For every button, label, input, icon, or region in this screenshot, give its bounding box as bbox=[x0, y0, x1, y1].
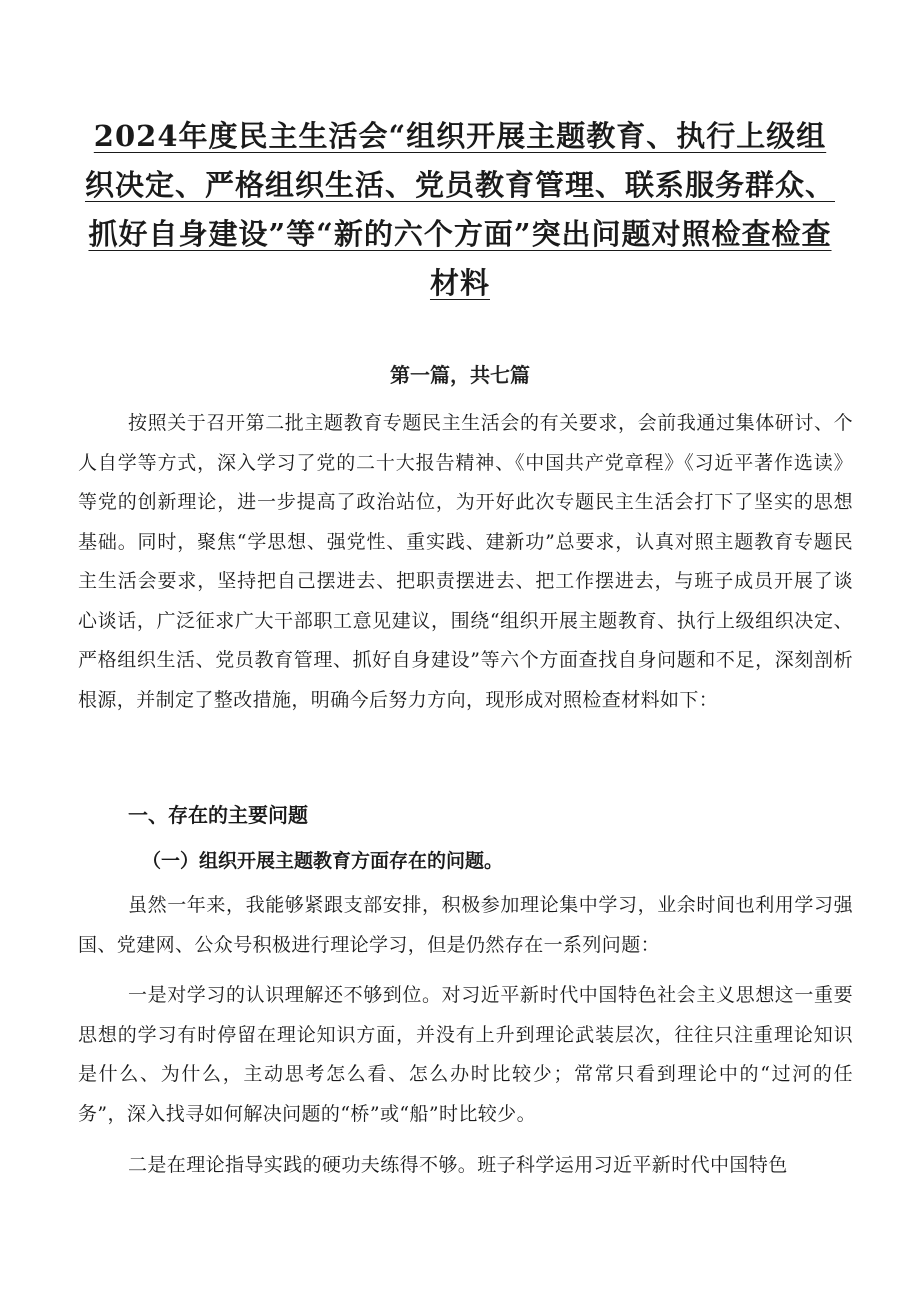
subsection-heading: （一）组织开展主题教育方面存在的问题。 bbox=[142, 850, 504, 872]
paragraph-issue-one: 一是对学习的认识理解还不够到位。对习近平新时代中国特色社会主义思想这一重要思想的学习有时停留在理论知识方面，并没有上升到理论武装层次，往往只注重理论知识是什么、为什么，主动思考怎么看、怎么办时比较少；常常只看到理论中的“过河的任务”，深入找寻如何解决问题的“桥”或“船”时比较少。 bbox=[78, 984, 853, 1125]
paragraph-issue-two: 二是在理论指导实践的硬功夫练得不够。班子科学运用习近平新时代中国特色 bbox=[128, 1154, 788, 1176]
section-heading: 一、存在的主要问题 bbox=[128, 803, 308, 827]
paragraph-intro: 按照关于召开第二批主题教育专题民主生活会的有关要求，会前我通过集体研讨、个人自学等方式，深入学习了党的二十大报告精神、《中国共产党章程》《习近平著作选读》等党的创新理论，进一步提高了政治站位，为开好此次专题民主生活会打下了坚实的思想基础。同时，聚焦“学思想、强党性、重实践、建新功”总要求，认真对照主题教育专题民主生活会要求，坚持把自己摆进去、把职责摆进去、把工作摆进去，与班子成员开展了谈心谈话，广泛征求广大干部职工意见建议，围绕“组织开展主题教育、执行上级组织决定、严格组织生活、党员教育管理、抓好自身建设”等六个方面查找自身问题和不足，深刻剖析根源，并制定了整改措施，明确今后努力方向，现形成对照检查材料如下： bbox=[78, 412, 853, 711]
paragraph-overview: 虽然一年来，我能够紧跟支部安排，积极参加理论集中学习，业余时间也利用学习强国、党建网、公众号积极进行理论学习，但是仍然存在一系列问题： bbox=[78, 894, 853, 956]
document-title: 2024年度民主生活会“组织开展主题教育、执行上级组织决定、严格组织生活、党员教育管理、联系服务群众、抓好自身建设”等“新的六个方面”突出问题对照检查检查材料 bbox=[84, 119, 835, 300]
document-subtitle: 第一篇，共七篇 bbox=[390, 363, 530, 387]
